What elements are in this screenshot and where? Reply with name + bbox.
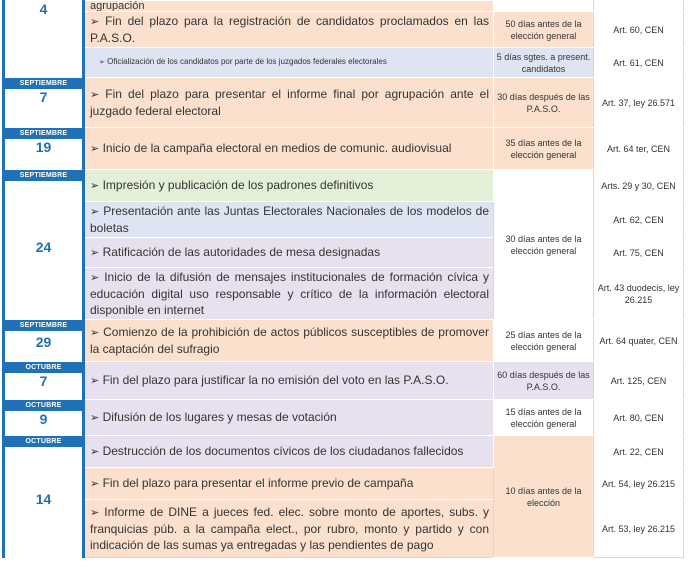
event-description: ➢ Fin del plazo para justificar la no emisión del voto en las P.A.S.O.: [84, 362, 494, 400]
table-row: [4, 400, 684, 436]
event-reference: Arts. 29 y 30, CEN: [594, 170, 684, 202]
event-reference: Art. 80, CEN: [594, 400, 684, 436]
event-reference: Art. 61, CEN: [594, 48, 684, 78]
event-timing: 50 días antes de la elección general: [494, 12, 594, 48]
date-cell: [4, 436, 84, 558]
event-reference: Art. 54, ley 26.215: [594, 468, 684, 500]
date-month: SEPTIEMBRE: [5, 320, 82, 331]
table-row: [4, 12, 684, 48]
date-month: SEPTIEMBRE: [5, 170, 82, 181]
date-cell: [4, 320, 84, 362]
date-month: SEPTIEMBRE: [5, 78, 82, 89]
table-row: [4, 362, 684, 400]
bullet-arrow-icon: ➢: [90, 412, 100, 424]
event-timing: 30 días después de las P.A.S.O.: [494, 78, 594, 128]
event-description: ➢ Destrucción de los documentos cívicos de los ciudadanos fallecidos: [84, 436, 494, 468]
event-timing: [494, 1, 594, 12]
event-description: ➢ Presentación ante las Juntas Electorales Nacionales de los modelos de boletas: [84, 202, 494, 238]
event-description: ➢ Fin del plazo para presentar el informe previo de campaña: [84, 468, 494, 500]
event-description: ➢ Inicio de la campaña electoral en medios de comunic. audiovisual: [84, 128, 494, 170]
date-month: OCTUBRE: [5, 436, 82, 447]
event-description: ➢ Difusión de los lugares y mesas de votación: [84, 400, 494, 436]
date-month: OCTUBRE: [5, 362, 82, 373]
electoral-calendar-table: [2, 0, 684, 558]
event-description: ➢ Comienzo de la prohibición de actos públicos susceptibles de promover la captación del sufragio: [84, 320, 494, 362]
table-row: [4, 320, 684, 362]
event-reference: Art. 64 quater, CEN: [594, 320, 684, 362]
table-row: [4, 128, 684, 170]
event-description: ➢ Fin del plazo para presentar el informe final por agrupación ante el juzgado federal electoral: [84, 78, 494, 128]
bullet-arrow-icon: ➢: [90, 327, 100, 339]
event-timing: 30 días antes de la elección general: [494, 170, 594, 320]
date-day: 29: [35, 334, 52, 350]
date-day: 9: [39, 411, 48, 427]
bullet-arrow-icon: ➢: [90, 272, 100, 284]
event-description: ➢ Impresión y publicación de los padrones definitivos: [84, 170, 494, 202]
event-reference: Art. 43 duodecis, ley 26.215: [594, 268, 684, 320]
event-reference: Art. 60, CEN: [594, 12, 684, 48]
event-timing: 25 días antes de la elección general: [494, 320, 594, 362]
date-day: 14: [35, 491, 52, 507]
date-day: 4: [39, 1, 48, 17]
event-reference: Art. 64 ter, CEN: [594, 128, 684, 170]
event-reference: Art. 22, CEN: [594, 436, 684, 468]
event-description: ➢ Ratificación de las autoridades de mesa designadas: [84, 238, 494, 268]
event-timing: 10 días antes de la elección: [494, 436, 594, 558]
event-description: agrupación: [84, 1, 494, 12]
table-row: [4, 170, 684, 202]
bullet-arrow-icon: ➢: [90, 247, 100, 259]
date-cell: [4, 128, 84, 170]
bullet-arrow-icon: ➢: [90, 478, 100, 490]
event-description: ➢ Informe de DINE a jueces fed. elec. sobre monto de aportes, subs. y franquicias púb. a la campaña elect., por rubro, monto y partido y con indicación de las sumas ya entregadas y las pendientes de pago: [84, 500, 494, 558]
bullet-arrow-icon: ➢: [90, 375, 100, 387]
bullet-arrow-icon: ➢: [90, 206, 100, 218]
event-description: ➢ Inicio de la difusión de mensajes institucionales de formación cívica y educación digital uso responsable y crítico de la información electoral disponible en internet: [84, 268, 494, 320]
table-row: [4, 1, 684, 12]
event-timing: 35 días antes de la elección general: [494, 128, 594, 170]
event-description: ➢ Oficialización de los candidatos por parte de los juzgados federales electorales: [84, 48, 494, 78]
event-reference: Art. 37, ley 26.571: [594, 78, 684, 128]
date-month: OCTUBRE: [5, 400, 82, 411]
date-cell: [4, 400, 84, 436]
date-day: 7: [39, 89, 48, 105]
table-row: [4, 48, 684, 78]
date-cell: [4, 78, 84, 128]
bullet-arrow-icon: ➢: [90, 446, 100, 458]
event-reference: Art. 62, CEN: [594, 202, 684, 238]
date-cell: [4, 1, 84, 78]
bullet-arrow-icon: ➢: [90, 507, 100, 519]
bullet-arrow-icon: ➢: [90, 89, 100, 101]
bullet-arrow-icon: ➢: [99, 59, 105, 66]
event-timing: 15 días antes de la elección general: [494, 400, 594, 436]
date-day: 24: [35, 239, 52, 255]
date-cell: [4, 170, 84, 320]
table-row: [4, 78, 684, 128]
bullet-arrow-icon: ➢: [90, 143, 100, 155]
event-reference: Art. 125, CEN: [594, 362, 684, 400]
date-cell: [4, 362, 84, 400]
event-timing: 5 días sgtes. a present. candidatos: [494, 48, 594, 78]
event-reference: Art. 53, ley 26.215: [594, 500, 684, 558]
event-timing: 60 días después de las P.A.S.O.: [494, 362, 594, 400]
bullet-arrow-icon: ➢: [90, 180, 100, 192]
date-month: SEPTIEMBRE: [5, 128, 82, 139]
event-reference: [594, 1, 684, 12]
event-description: ➢ Fin del plazo para la registración de candidatos proclamados en las P.A.S.O.: [84, 12, 494, 48]
bullet-arrow-icon: ➢: [90, 16, 100, 28]
date-day: 19: [35, 139, 52, 155]
date-day: 7: [39, 373, 48, 389]
event-reference: Art. 75, CEN: [594, 238, 684, 268]
table-row: [4, 436, 684, 468]
